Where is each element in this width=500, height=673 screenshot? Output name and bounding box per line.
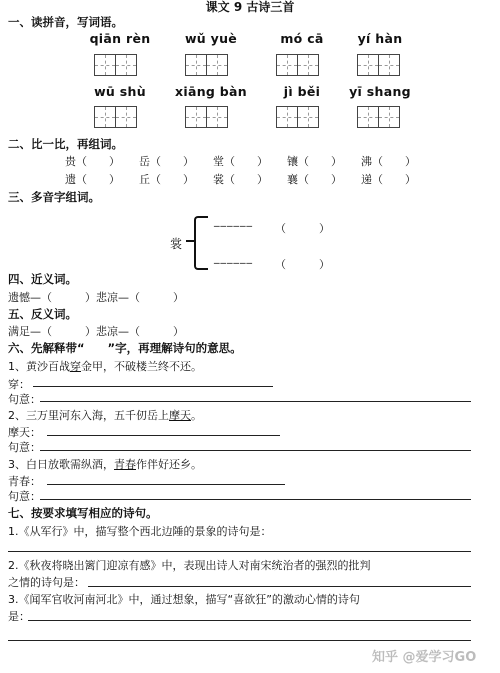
question-3-cont: 是： — [8, 610, 30, 623]
pinyin-7: jì běi — [283, 84, 321, 99]
pinyin-1: qiān rèn — [89, 31, 151, 46]
section7-heading: 七、按要求填写相应的诗句。 — [8, 506, 158, 520]
compare-item[interactable]: 襄（ ） — [287, 173, 342, 186]
write-box-5[interactable] — [94, 106, 137, 128]
polyphone-char: 裳 — [170, 237, 183, 251]
answer-line[interactable] — [40, 499, 471, 500]
synonym-line[interactable]: 遗憾—（ ）悲凉—（ ） — [8, 291, 184, 304]
answer-line[interactable] — [40, 450, 471, 451]
write-box-2[interactable] — [185, 54, 228, 76]
answer-line[interactable] — [8, 551, 471, 552]
pinyin-blank[interactable]: ______ — [214, 214, 253, 227]
answer-line[interactable] — [33, 386, 273, 387]
answer-line[interactable] — [40, 401, 471, 402]
watermark: 知乎 @爱学习GO — [372, 650, 477, 665]
explain-label: 穿： — [8, 378, 30, 391]
pinyin-3: mó cā — [280, 31, 324, 46]
meaning-label: 句意： — [8, 393, 41, 406]
compare-item[interactable]: 递（ ） — [361, 173, 416, 186]
compare-item[interactable]: 沸（ ） — [361, 155, 416, 168]
question-3: 3.《闻军官收河南河北》中，通过想象，描写“喜欲狂”的激动心情的诗句 — [8, 593, 360, 606]
pinyin-5: wū shù — [94, 84, 146, 99]
section5-heading: 五、反义词。 — [8, 307, 77, 321]
pinyin-4: yí hàn — [357, 31, 403, 46]
question-1: 1.《从军行》中，描写整个西北边陲的景象的诗句是： — [8, 525, 272, 538]
word-blank[interactable]: （ ） — [275, 258, 330, 271]
explain-label: 摩天： — [8, 426, 41, 439]
answer-line[interactable] — [28, 620, 471, 621]
question-2-cont: 之情的诗句是： — [8, 576, 85, 589]
compare-item[interactable]: 裳（ ） — [213, 173, 268, 186]
compare-item[interactable]: 镶（ ） — [287, 155, 342, 168]
poem-line-2: 2、三万里河东入海，五千仞岳上摩天。 — [8, 409, 202, 422]
pinyin-8: yī shang — [349, 84, 411, 99]
meaning-label: 句意： — [8, 490, 41, 503]
write-box-6[interactable] — [185, 106, 228, 128]
pinyin-blank[interactable]: ______ — [214, 251, 253, 264]
meaning-label: 句意： — [8, 441, 41, 454]
poem-line-1: 1、黄沙百战穿金甲，不破楼兰终不还。 — [8, 360, 202, 373]
answer-line[interactable] — [88, 586, 471, 587]
section6-heading: 六、先解释带“ ”字，再理解诗句的意思。 — [8, 341, 242, 355]
compare-item[interactable]: 丘（ ） — [139, 173, 194, 186]
word-blank[interactable]: （ ） — [275, 222, 330, 235]
answer-line[interactable] — [47, 484, 285, 485]
section2-heading: 二、比一比，再组词。 — [8, 137, 123, 151]
write-box-4[interactable] — [357, 54, 400, 76]
pinyin-2: wǔ yuè — [184, 31, 238, 46]
compare-item[interactable]: 岳（ ） — [139, 155, 194, 168]
pinyin-6: xiāng bàn — [175, 84, 247, 99]
question-2: 2.《秋夜将晓出篱门迎凉有感》中，表现出诗人对南宋统治者的强烈的批判 — [8, 559, 371, 572]
antonym-line[interactable]: 满足—（ ）悲凉—（ ） — [8, 325, 184, 338]
section4-heading: 四、近义词。 — [8, 272, 77, 286]
answer-line[interactable] — [47, 435, 280, 436]
answer-line[interactable] — [8, 640, 471, 641]
write-box-3[interactable] — [276, 54, 319, 76]
page-title: 课文 9 古诗三首 — [205, 0, 295, 14]
compare-item[interactable]: 堂（ ） — [213, 155, 268, 168]
compare-item[interactable]: 遗（ ） — [65, 173, 120, 186]
section3-heading: 三、多音字组词。 — [8, 190, 100, 204]
section1-heading: 一、读拼音，写词语。 — [8, 15, 123, 29]
poem-line-3: 3、白日放歌需纵酒，青春作伴好还乡。 — [8, 458, 202, 471]
write-box-8[interactable] — [357, 106, 400, 128]
write-box-7[interactable] — [276, 106, 319, 128]
brace — [194, 216, 208, 270]
write-box-1[interactable] — [94, 54, 137, 76]
compare-item[interactable]: 贵（ ） — [65, 155, 120, 168]
explain-label: 青春： — [8, 475, 41, 488]
